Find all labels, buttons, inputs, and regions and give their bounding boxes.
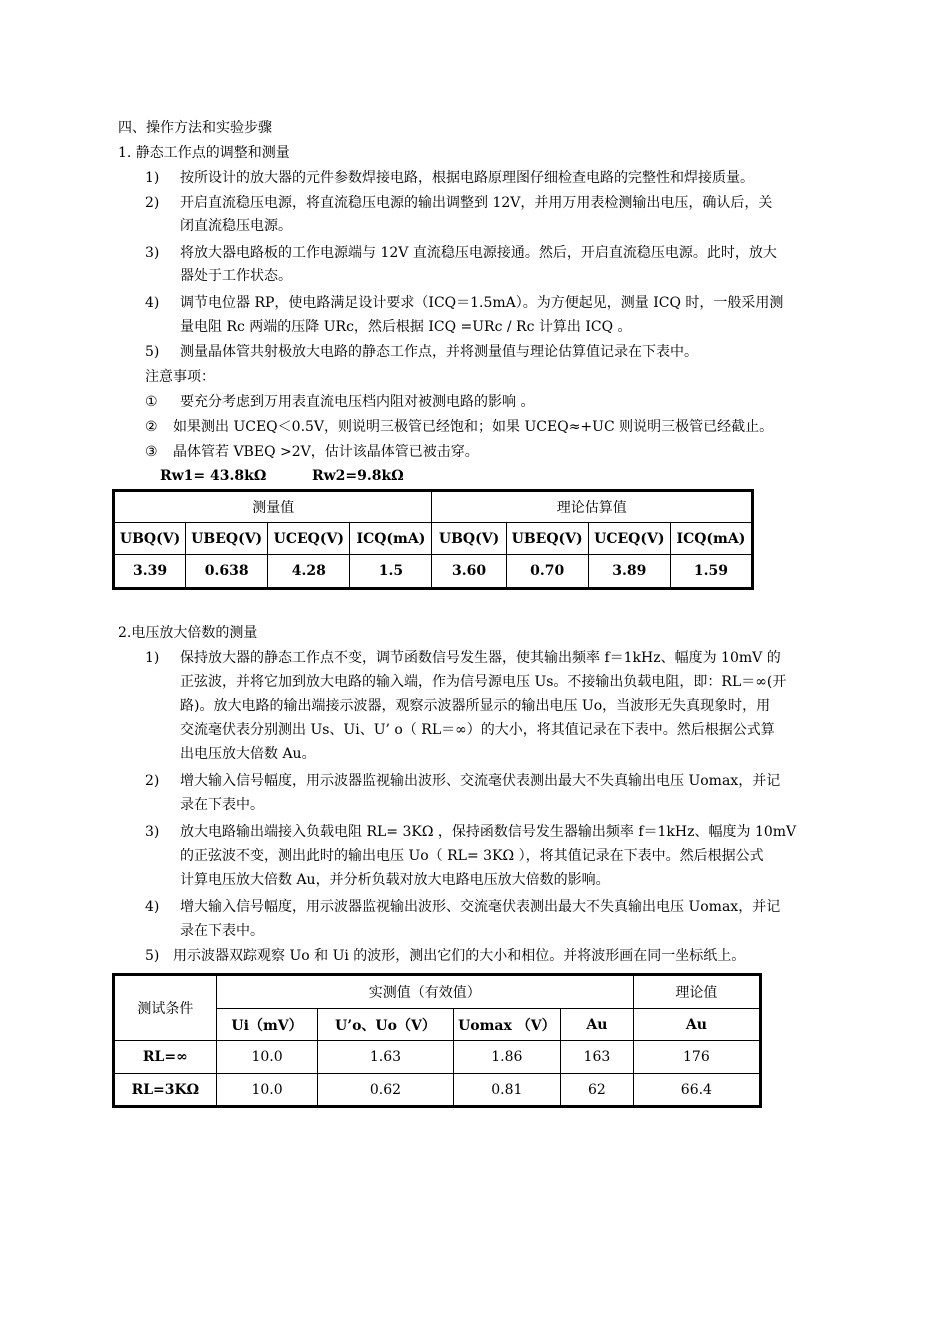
column-header: Uomax （V）	[453, 1009, 561, 1041]
step-text: 增大输入信号幅度，用示波器监视输出波形、交流毫伏表测出最大不失真输出电压 Uomax，并记	[180, 773, 781, 789]
step-text: 按所设计的放大器的元件参数焊接电路，根据电路原理图仔细检查电路的完整性和焊接质量。	[180, 170, 754, 186]
step-item	[145, 243, 777, 263]
column-header: UBEQ(V)	[506, 523, 588, 555]
step-item	[145, 168, 754, 188]
column-header: Ui（mV）	[216, 1009, 318, 1041]
step-text-cont: 录在下表中。	[180, 923, 264, 939]
rw1-value: Rw1= 43.8kΩ	[160, 468, 267, 484]
row-condition: RL=∞	[114, 1041, 217, 1074]
table-cell: 1.5	[350, 555, 432, 589]
column-header: UCEQ(V)	[588, 523, 670, 555]
table-cell: 10.0	[216, 1074, 318, 1107]
theory-header: 理论值	[633, 975, 760, 1009]
subsection-title-static: 1. 静态工作点的调整和测量	[118, 145, 290, 161]
step-item	[145, 648, 781, 668]
step-item	[145, 342, 698, 362]
step-text: 开启直流稳压电源，将直流稳压电源的输出调整到 12V，并用万用表检测输出电压，确认后，关	[180, 195, 773, 211]
subsection-title-gain: 2.电压放大倍数的测量	[118, 625, 258, 641]
step-text-cont: 计算电压放大倍数 Au，并分析负载对放大电路电压放大倍数的影响。	[180, 872, 610, 888]
note-item	[145, 417, 773, 437]
table-cell: 0.70	[506, 555, 588, 589]
step-text-cont: 录在下表中。	[180, 797, 264, 813]
step-text: 调节电位器 RP，使电路满足设计要求（ICQ＝1.5mA）。为方便起见，测量 ICQ 时，一般采用测	[180, 295, 784, 311]
step-text: 测量晶体管共射极放大电路的静态工作点，并将测量值与理论估算值记录在下表中。	[180, 344, 698, 360]
step-text-cont: 正弦波，并将它加到放大电路的输入端，作为信号源电压 Us。不接输出负载电阻，即：RL＝∞(开	[180, 674, 787, 690]
column-header: U’o、Uo（V）	[318, 1009, 453, 1041]
step-text-cont: 路)。放大电路的输出端接示波器，观察示波器所显示的输出电压 Uo，当波形无失真现象时，用	[180, 698, 771, 714]
note-marker: ②	[145, 419, 158, 435]
step-number: 4)	[145, 899, 160, 915]
measured-group-header: 测量值	[114, 491, 432, 523]
note-item	[145, 392, 534, 412]
note-marker: ③	[145, 444, 158, 460]
table-cell: 0.81	[453, 1074, 561, 1107]
step-number: 5)	[145, 344, 160, 360]
note-item	[145, 442, 479, 462]
table-cell: 66.4	[633, 1074, 760, 1107]
table-cell: 3.60	[432, 555, 506, 589]
step-number: 2)	[145, 195, 160, 211]
table-cell: 4.28	[268, 555, 350, 589]
table-cell: 3.89	[588, 555, 670, 589]
step-text-cont: 交流毫伏表分别测出 Us、Ui、U’ o（ RL＝∞）的大小，将其值记录在下表中。然后根据公式算	[180, 722, 775, 738]
step-item	[145, 897, 780, 917]
table-cell: 163	[561, 1041, 634, 1074]
table-cell: 62	[561, 1074, 634, 1107]
table-cell: 1.59	[670, 555, 752, 589]
column-header: Au	[561, 1009, 634, 1041]
static-point-table	[112, 489, 754, 590]
column-header: UBQ(V)	[432, 523, 506, 555]
note-text: 如果测出 UCEQ＜0.5V，则说明三极管已经饱和；如果 UCEQ≈+UC 则说明三极管已经截止。	[173, 419, 774, 435]
measured-header: 实测值（有效值）	[216, 975, 633, 1009]
step-number: 1)	[145, 170, 160, 186]
step-item	[145, 771, 780, 791]
step-number: 3)	[145, 824, 160, 840]
table-cell: 3.39	[114, 555, 186, 589]
gain-table	[112, 973, 762, 1108]
column-header: Au	[633, 1009, 760, 1041]
table-cell: 1.86	[453, 1041, 561, 1074]
table-cell: 0.62	[318, 1074, 453, 1107]
step-text: 保持放大器的静态工作点不变，调节函数信号发生器，使其输出频率 f＝1kHz、幅度为 10mV 的	[180, 650, 781, 666]
table-cell: 1.63	[318, 1041, 453, 1074]
step-text: 放大电路输出端接入负载电阻 RL= 3KΩ ，保持函数信号发生器输出频率 f＝1kHz、幅度为 10mV	[180, 824, 797, 840]
step-text-cont: 器处于工作状态。	[180, 268, 292, 284]
column-header: UCEQ(V)	[268, 523, 350, 555]
step-text: 增大输入信号幅度，用示波器监视输出波形、交流毫伏表测出最大不失真输出电压 Uomax，并记	[180, 899, 781, 915]
column-header: ICQ(mA)	[670, 523, 752, 555]
step-text: 用示波器双踪观察 Uo 和 Ui 的波形，测出它们的大小和相位。并将波形画在同一坐标纸上。	[173, 948, 746, 964]
column-header: ICQ(mA)	[350, 523, 432, 555]
condition-header: 测试条件	[114, 975, 217, 1041]
table-cell: 0.638	[186, 555, 268, 589]
note-text: 要充分考虑到万用表直流电压档内阻对被测电路的影响 。	[180, 394, 535, 410]
step-item	[145, 293, 783, 313]
step-text-cont: 闭直流稳压电源。	[180, 218, 292, 234]
step-text-cont: 的正弦波不变，测出此时的输出电压 Uo（ RL= 3KΩ ），将其值记录在下表中。然后根据公式	[180, 848, 764, 864]
step-text-cont: 量电阻 Rc 两端的压降 URc，然后根据 ICQ =URc / Rc 计算出 ICQ 。	[180, 319, 632, 335]
step-number: 4)	[145, 295, 160, 311]
table-cell: 10.0	[216, 1041, 318, 1074]
note-text: 晶体管若 VBEQ >2V，估计该晶体管已被击穿。	[173, 444, 479, 460]
step-item	[145, 822, 796, 842]
step-text-cont: 出电压放大倍数 Au。	[180, 746, 316, 762]
step-number: 2)	[145, 773, 160, 789]
step-text: 将放大器电路板的工作电源端与 12V 直流稳压电源接通。然后，开启直流稳压电源。此时，放大	[180, 245, 777, 261]
table-cell: 176	[633, 1041, 760, 1074]
step-item	[145, 193, 772, 213]
rw2-value: Rw2=9.8kΩ	[312, 468, 404, 484]
step-number: 3)	[145, 245, 160, 261]
row-condition: RL=3KΩ	[114, 1074, 217, 1107]
note-marker: ①	[145, 394, 158, 410]
theory-group-header: 理论估算值	[432, 491, 753, 523]
column-header: UBQ(V)	[114, 523, 186, 555]
step-number: 1)	[145, 650, 160, 666]
section-heading: 四、操作方法和实验步骤	[118, 120, 272, 136]
step-item	[145, 946, 745, 966]
step-number: 5)	[145, 948, 160, 964]
notes-title: 注意事项：	[145, 369, 215, 385]
column-header: UBEQ(V)	[186, 523, 268, 555]
